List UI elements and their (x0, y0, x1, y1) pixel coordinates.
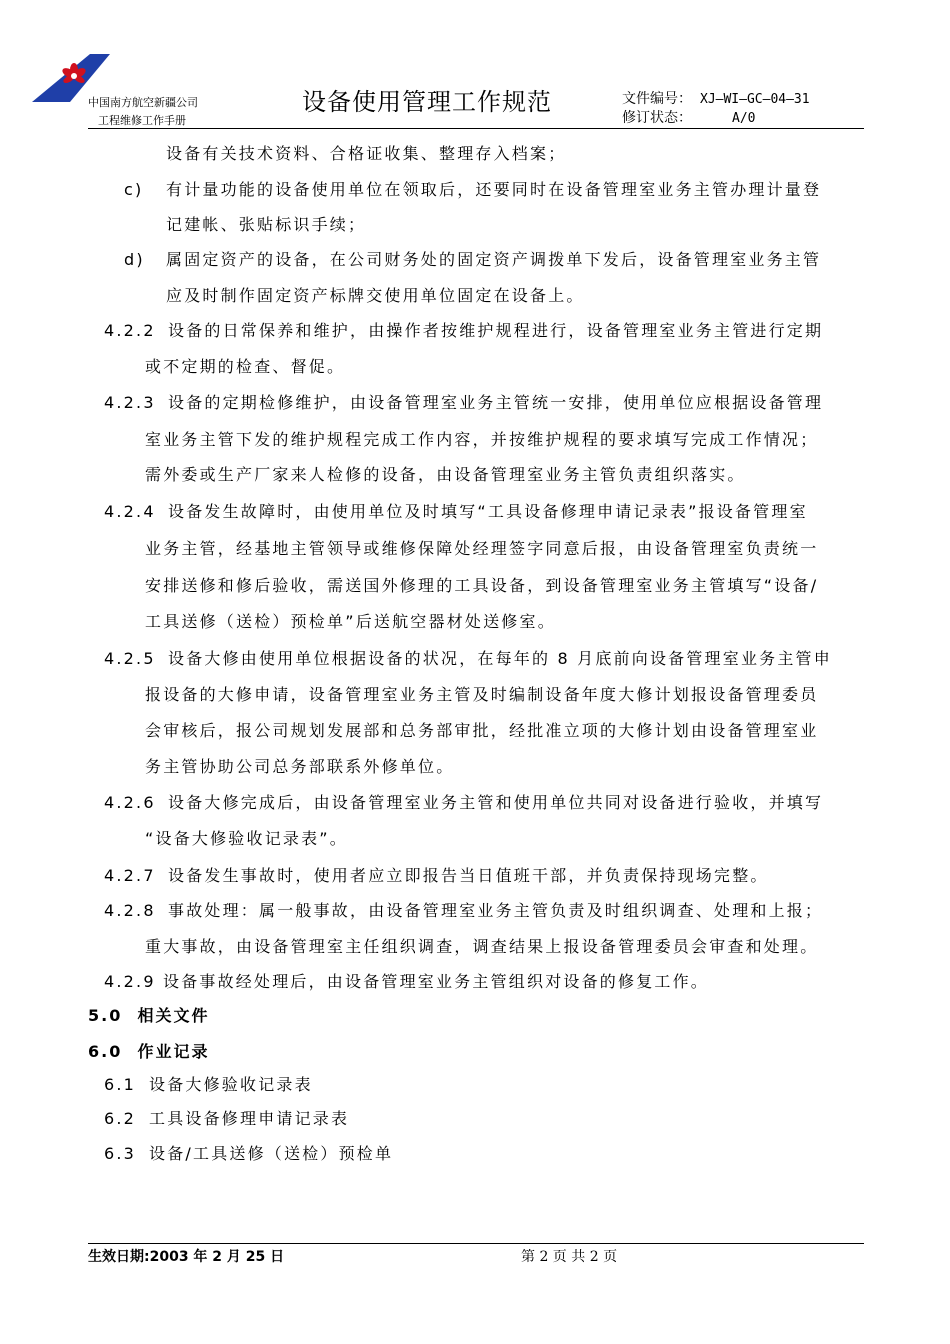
paragraph-line: 室业务主管下发的维护规程完成工作内容，并按维护规程的要求填写完成工作情况； (145, 430, 819, 449)
paragraph-line: 设备大修由使用单位根据设备的状况，在每年的 8 月底前向设备管理室业务主管申 (168, 649, 832, 668)
paragraph-line: 设备有关技术资料、合格证收集、整理存入档案； (166, 144, 567, 163)
paragraph-line: 务主管协助公司总务部联系外修单位。 (145, 757, 455, 776)
record-item: 工具设备修理申请记录表 (149, 1109, 350, 1128)
paragraph-line: 4.2.9 设备事故经处理后，由设备管理室业务主管组织对设备的修复工作。 (104, 972, 709, 991)
paragraph-line: 设备发生故障时，由使用单位及时填写“工具设备修理申请记录表”报设备管理室 (168, 502, 808, 521)
paragraph-line: 业务主管，经基地主管领导或维修保障处经理签字同意后报，由设备管理室负责统一 (145, 539, 819, 558)
paragraph-line: 应及时制作固定资产标牌交使用单位固定在设备上。 (166, 286, 585, 305)
document-meta (622, 90, 810, 128)
clause-number: 4.2.3 (104, 393, 156, 412)
record-item: 设备大修验收记录表 (149, 1075, 313, 1094)
page-number: 第 2 页 共 2 页 (521, 1249, 618, 1265)
company-name: 中国南方航空新疆公司 (88, 96, 198, 109)
record-number: 6.3 (104, 1144, 137, 1163)
section-heading: 6.0 作业记录 (88, 1042, 210, 1061)
paragraph-line: 设备的定期检修维护，由设备管理室业务主管统一安排，使用单位应根据设备管理 (168, 393, 824, 412)
paragraph-line: 事故处理：属一般事故，由设备管理室业务主管负责及时组织调查、处理和上报； (168, 901, 824, 920)
paragraph-line: 属固定资产的设备，在公司财务处的固定资产调拨单下发后，设备管理室业务主管 (166, 250, 822, 269)
clause-number: 4.2.6 (104, 793, 156, 812)
revision-value: A/0 (732, 111, 756, 126)
item-marker-d: d) (124, 250, 145, 269)
manual-name: 工程维修工作手册 (98, 114, 186, 127)
effective-date: 生效日期:2003 年 2 月 25 日 (88, 1249, 285, 1265)
header-rule (88, 128, 864, 129)
paragraph-line: 记建帐、张贴标识手续； (166, 215, 367, 234)
paragraph-line: 或不定期的检查、督促。 (145, 357, 346, 376)
footer-rule (88, 1243, 864, 1244)
paragraph-line: 设备发生事故时，使用者应立即报告当日值班干部，并负责保持现场完整。 (168, 866, 769, 885)
document-title: 设备使用管理工作规范 (302, 88, 552, 116)
paragraph-line: 设备大修完成后，由设备管理室业务主管和使用单位共同对设备进行验收，并填写 (168, 793, 824, 812)
paragraph-line: 安排送修和修后验收，需送国外修理的工具设备，到设备管理室业务主管填写“设备/ (145, 576, 819, 595)
section-heading: 5.0 相关文件 (88, 1006, 210, 1025)
item-marker-c: c) (124, 180, 144, 199)
page-header (0, 0, 950, 130)
clause-number: 4.2.2 (104, 321, 156, 340)
paragraph-line: 会审核后，报公司规划发展部和总务部审批，经批准立项的大修计划由设备管理室业 (145, 721, 819, 740)
doc-number-value: XJ—WI—GC—04—31 (700, 92, 810, 107)
paragraph-line: “设备大修验收记录表”。 (145, 829, 348, 848)
paragraph-line: 工具送修（送检）预检单”后送航空器材处送修室。 (145, 612, 556, 631)
clause-number: 4.2.5 (104, 649, 156, 668)
paragraph-line: 有计量功能的设备使用单位在领取后，还要同时在设备管理室业务主管办理计量登 (166, 180, 822, 199)
clause-number: 4.2.7 (104, 866, 156, 885)
record-number: 6.2 (104, 1109, 137, 1128)
paragraph-line: 需外委或生产厂家来人检修的设备，由设备管理室业务主管负责组织落实。 (145, 465, 746, 484)
paragraph-line: 设备的日常保养和维护，由操作者按维护规程进行，设备管理室业务主管进行定期 (168, 321, 824, 340)
revision-label: 修订状态： (622, 110, 692, 126)
clause-number: 4.2.4 (104, 502, 156, 521)
clause-number: 4.2.8 (104, 901, 156, 920)
record-number: 6.1 (104, 1075, 137, 1094)
paragraph-line: 报设备的大修申请，设备管理室业务主管及时编制设备年度大修计划报设备管理委员 (145, 685, 819, 704)
doc-number-label: 文件编号： (622, 91, 692, 107)
paragraph-line: 重大事故，由设备管理室主任组织调查，调查结果上报设备管理委员会审查和处理。 (145, 937, 819, 956)
record-item: 设备/工具送修（送检）预检单 (149, 1144, 394, 1163)
